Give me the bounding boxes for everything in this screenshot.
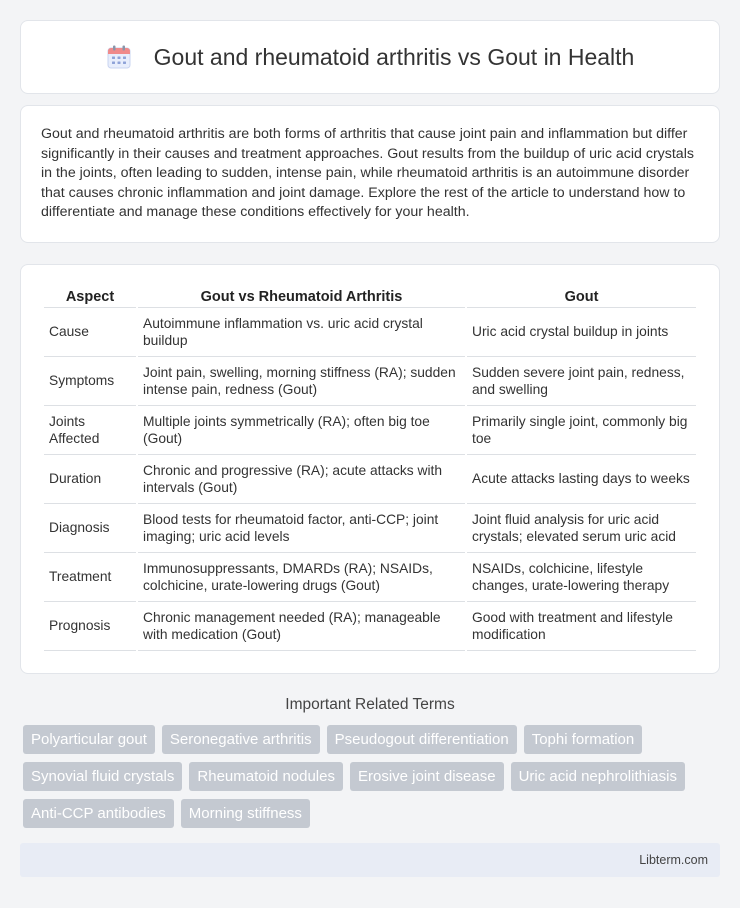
cell-comparison: Chronic management needed (RA); manageable with medication (Gout) [138,602,465,651]
cell-comparison: Chronic and progressive (RA); acute attacks with intervals (Gout) [138,455,465,504]
cell-aspect: Duration [44,455,136,504]
header-aspect: Aspect [44,285,136,308]
comparison-table-card [20,264,720,674]
cell-gout: Acute attacks lasting days to weeks [467,455,696,504]
table-row [44,455,696,504]
cell-comparison: Blood tests for rheumatoid factor, anti-CCP; joint imaging; uric acid levels [138,504,465,553]
related-term-tag[interactable]: Pseudogout differentiation [327,725,517,754]
table-row [44,406,696,455]
cell-gout: Primarily single joint, commonly big toe [467,406,696,455]
intro-card [20,105,720,243]
related-term-tag[interactable]: Morning stiffness [181,799,310,828]
cell-gout: Sudden severe joint pain, redness, and swelling [467,357,696,406]
related-term-tag[interactable]: Anti-CCP antibodies [23,799,174,828]
cell-gout: NSAIDs, colchicine, lifestyle changes, urate-lowering therapy [467,553,696,602]
cell-aspect: Treatment [44,553,136,602]
page-title: Gout and rheumatoid arthritis vs Gout in Health [153,43,635,70]
related-term-tag[interactable]: Erosive joint disease [350,762,504,791]
table-row [44,553,696,602]
title-card [20,20,720,94]
cell-aspect: Cause [44,308,136,357]
related-term-tag[interactable]: Polyarticular gout [23,725,155,754]
related-term-tag[interactable]: Seronegative arthritis [162,725,320,754]
related-terms-section [20,696,720,828]
cell-gout: Good with treatment and lifestyle modification [467,602,696,651]
header-comparison: Gout vs Rheumatoid Arthritis [138,285,465,308]
cell-aspect: Symptoms [44,357,136,406]
table-row [44,504,696,553]
related-terms-title: Important Related Terms [285,696,455,713]
header-gout: Gout [467,285,696,308]
cell-gout: Uric acid crystal buildup in joints [467,308,696,357]
table-row [44,357,696,406]
cell-aspect: Prognosis [44,602,136,651]
cell-comparison: Multiple joints symmetrically (RA); often big toe (Gout) [138,406,465,455]
footer [20,843,720,877]
cell-aspect: Diagnosis [44,504,136,553]
related-term-tag[interactable]: Rheumatoid nodules [189,762,343,791]
related-terms-tags [20,725,720,828]
cell-comparison: Autoimmune inflammation vs. uric acid crystal buildup [138,308,465,357]
cell-gout: Joint fluid analysis for uric acid crystals; elevated serum uric acid [467,504,696,553]
related-term-tag[interactable]: Uric acid nephrolithiasis [511,762,685,791]
intro-text: Gout and rheumatoid arthritis are both forms of arthritis that cause joint pain and inflammation but differ significantly in their causes and treatment approaches. Gout results from the buildup of uric acid crystals in the joints, often leading to sudden, intense pain, while rheumatoid arthritis is an autoimmune disorder that causes chronic inflammation and joint damage. Explore the rest of the article to understand how to differentiate and manage these conditions effectively for your health. [41,126,694,220]
comparison-table [42,285,698,651]
table-row [44,602,696,651]
table-row [44,308,696,357]
calendar-icon [106,44,132,70]
related-term-tag[interactable]: Tophi formation [524,725,643,754]
cell-aspect: Joints Affected [44,406,136,455]
cell-comparison: Joint pain, swelling, morning stiffness (RA); sudden intense pain, redness (Gout) [138,357,465,406]
related-term-tag[interactable]: Synovial fluid crystals [23,762,182,791]
cell-comparison: Immunosuppressants, DMARDs (RA); NSAIDs, colchicine, urate-lowering drugs (Gout) [138,553,465,602]
table-header-row [44,285,696,308]
footer-brand-link[interactable]: Libterm.com [639,853,708,867]
